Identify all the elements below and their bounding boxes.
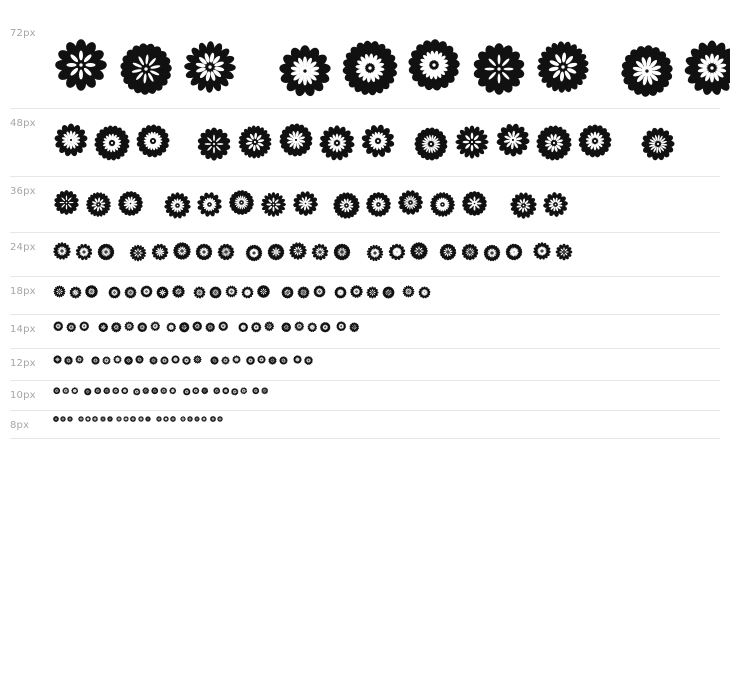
- flower-glyph: [397, 189, 424, 216]
- flower-glyph: [156, 286, 169, 299]
- flower-glyph: [78, 416, 84, 422]
- size-row: [10, 108, 720, 177]
- flower-glyph: [260, 191, 287, 218]
- size-label: 24px: [10, 242, 36, 253]
- flower-glyph: [183, 388, 191, 396]
- flower-glyph: [289, 242, 307, 260]
- flower-glyph: [137, 322, 148, 333]
- glyph-strip: [51, 314, 730, 348]
- flower-glyph: [619, 43, 675, 99]
- flower-glyph: [201, 416, 207, 422]
- flower-glyph: [112, 387, 120, 395]
- size-label: 48px: [10, 118, 36, 129]
- flower-glyph: [365, 191, 392, 218]
- flower-glyph: [149, 356, 158, 365]
- size-row: [10, 232, 720, 277]
- flower-glyph: [240, 387, 248, 395]
- size-row: [10, 176, 720, 233]
- flower-glyph: [94, 125, 130, 161]
- flower-glyph: [281, 286, 294, 299]
- flower-glyph: [281, 322, 292, 333]
- size-row: [10, 314, 720, 349]
- flower-glyph: [246, 356, 255, 365]
- flower-glyph: [91, 356, 100, 365]
- flower-glyph: [67, 416, 73, 422]
- flower-glyph: [103, 387, 111, 395]
- flower-glyph: [62, 387, 70, 395]
- flower-glyph: [92, 416, 98, 422]
- flower-glyph: [166, 322, 177, 333]
- flower-glyph: [107, 416, 113, 422]
- flower-glyph: [180, 416, 186, 422]
- size-row: [10, 410, 720, 439]
- flower-glyph: [429, 191, 456, 218]
- flower-glyph: [471, 41, 527, 97]
- flower-glyph: [98, 322, 109, 333]
- flower-glyph: [334, 286, 347, 299]
- size-row: [10, 276, 720, 315]
- flower-glyph: [151, 387, 159, 395]
- flower-glyph: [333, 192, 360, 219]
- flower-glyph: [64, 356, 73, 365]
- flower-glyph: [179, 322, 190, 333]
- flower-glyph: [294, 321, 305, 332]
- flower-glyph: [102, 356, 111, 365]
- flower-glyph: [53, 37, 109, 93]
- flower-glyph: [277, 43, 333, 99]
- flower-glyph: [79, 321, 90, 332]
- flower-glyph: [228, 189, 255, 216]
- flower-glyph: [217, 243, 235, 261]
- flower-glyph: [53, 355, 62, 364]
- flower-glyph: [201, 387, 209, 395]
- flower-glyph: [142, 387, 150, 395]
- flower-glyph: [333, 243, 351, 261]
- flower-glyph: [84, 388, 92, 396]
- size-label: 72px: [10, 28, 36, 39]
- flower-glyph: [124, 286, 137, 299]
- flower-glyph: [145, 416, 151, 422]
- flower-glyph: [210, 416, 216, 422]
- flower-glyph: [196, 191, 223, 218]
- flower-glyph: [164, 192, 191, 219]
- flower-glyph: [66, 322, 77, 333]
- flower-glyph: [245, 244, 263, 262]
- flower-glyph: [257, 285, 270, 298]
- flower-glyph: [278, 122, 314, 158]
- flower-glyph: [577, 123, 613, 159]
- size-row: [10, 380, 720, 411]
- flower-glyph: [209, 286, 222, 299]
- flower-glyph: [640, 126, 676, 162]
- glyph-strip: [51, 348, 730, 380]
- flower-glyph: [241, 286, 254, 299]
- flower-glyph: [402, 285, 415, 298]
- flower-glyph: [366, 286, 379, 299]
- flower-glyph: [118, 41, 174, 97]
- flower-glyph: [297, 286, 310, 299]
- flower-glyph: [439, 243, 457, 261]
- flower-glyph: [117, 190, 144, 217]
- flower-glyph: [193, 286, 206, 299]
- flower-glyph: [97, 243, 115, 261]
- flower-glyph: [113, 355, 122, 364]
- flower-glyph: [213, 387, 221, 395]
- flower-glyph: [53, 416, 59, 422]
- flower-glyph: [217, 416, 223, 422]
- flower-glyph: [182, 356, 191, 365]
- flower-glyph: [53, 321, 64, 332]
- flower-glyph: [251, 322, 262, 333]
- glyph-strip: [51, 410, 730, 438]
- size-label: 12px: [10, 358, 36, 369]
- flower-glyph: [684, 40, 730, 96]
- flower-glyph: [221, 356, 230, 365]
- flower-glyph: [100, 416, 106, 422]
- flower-glyph: [53, 387, 61, 395]
- size-label: 8px: [10, 420, 30, 431]
- flower-glyph: [124, 321, 135, 332]
- flower-glyph: [388, 243, 406, 261]
- flower-glyph: [304, 356, 313, 365]
- flower-glyph: [150, 321, 161, 332]
- flower-glyph: [60, 416, 66, 422]
- flower-glyph: [53, 242, 71, 260]
- glyph-strip: [51, 176, 730, 232]
- flower-glyph: [85, 416, 91, 422]
- flower-glyph: [135, 355, 144, 364]
- flower-glyph: [232, 355, 241, 364]
- flower-glyph: [116, 416, 122, 422]
- size-label: 14px: [10, 324, 36, 335]
- flower-glyph: [418, 286, 431, 299]
- flower-glyph: [313, 285, 326, 298]
- flower-glyph: [129, 244, 147, 262]
- flower-glyph: [124, 356, 133, 365]
- flower-glyph: [252, 387, 260, 395]
- flower-glyph: [151, 243, 169, 261]
- flower-glyph: [187, 416, 193, 422]
- flower-glyph: [160, 356, 169, 365]
- flower-glyph: [182, 39, 238, 95]
- flower-glyph: [193, 355, 202, 364]
- flower-glyph: [268, 356, 277, 365]
- flower-glyph: [169, 387, 177, 395]
- flower-glyph: [238, 322, 249, 333]
- flower-glyph: [85, 285, 98, 298]
- flower-glyph: [495, 122, 531, 158]
- flower-glyph: [205, 322, 216, 333]
- flower-glyph: [237, 124, 273, 160]
- flower-glyph: [360, 123, 396, 159]
- flower-glyph: [138, 416, 144, 422]
- flower-glyph: [510, 192, 537, 219]
- flower-glyph: [222, 387, 230, 395]
- flower-glyph: [413, 126, 449, 162]
- flower-glyph: [195, 243, 213, 261]
- flower-glyph: [173, 242, 191, 260]
- flower-glyph: [218, 321, 229, 332]
- flower-glyph: [170, 416, 176, 422]
- size-label: 36px: [10, 186, 36, 197]
- flower-glyph: [349, 322, 360, 333]
- flower-glyph: [382, 286, 395, 299]
- flower-glyph: [172, 285, 185, 298]
- flower-glyph: [267, 243, 285, 261]
- flower-glyph: [279, 356, 288, 365]
- flower-glyph: [505, 243, 523, 261]
- flower-glyph: [264, 321, 275, 332]
- flower-glyph: [135, 123, 171, 159]
- flower-glyph: [163, 416, 169, 422]
- glyph-strip: [51, 276, 730, 314]
- flower-glyph: [69, 286, 82, 299]
- flower-glyph: [111, 322, 122, 333]
- flower-glyph: [366, 244, 384, 262]
- flower-glyph: [536, 125, 572, 161]
- flower-glyph: [53, 189, 80, 216]
- flower-glyph: [71, 387, 79, 395]
- flower-glyph: [257, 355, 266, 364]
- flower-glyph: [483, 244, 501, 262]
- flower-glyph: [533, 242, 551, 260]
- flower-glyph: [75, 355, 84, 364]
- flower-glyph: [108, 286, 121, 299]
- flower-glyph: [292, 190, 319, 217]
- flower-glyph: [320, 322, 331, 333]
- glyph-strip: [51, 380, 730, 410]
- flower-glyph: [410, 242, 428, 260]
- flower-glyph: [53, 285, 66, 298]
- flower-glyph: [461, 190, 488, 217]
- flower-glyph: [192, 321, 203, 332]
- glyph-strip: [51, 232, 730, 276]
- flower-glyph: [85, 191, 112, 218]
- flower-glyph: [194, 416, 200, 422]
- flower-glyph: [311, 243, 329, 261]
- flower-glyph: [307, 322, 318, 333]
- flower-glyph: [196, 126, 232, 162]
- size-label: 18px: [10, 286, 36, 297]
- flower-glyph: [192, 387, 200, 395]
- flower-glyph: [231, 388, 239, 396]
- size-label: 10px: [10, 390, 36, 401]
- flower-glyph: [75, 243, 93, 261]
- flower-glyph: [555, 243, 573, 261]
- flower-glyph: [350, 285, 363, 298]
- flower-glyph: [121, 387, 129, 395]
- flower-glyph: [133, 388, 141, 396]
- flower-glyph: [342, 40, 398, 96]
- flower-glyph: [94, 387, 102, 395]
- flower-glyph: [123, 416, 129, 422]
- flower-glyph: [140, 285, 153, 298]
- flower-glyph: [171, 355, 180, 364]
- flower-glyph: [156, 416, 162, 422]
- flower-glyph: [53, 122, 89, 158]
- flower-glyph: [461, 243, 479, 261]
- glyph-strip: [51, 10, 730, 108]
- size-row: [10, 10, 720, 109]
- flower-glyph: [535, 39, 591, 95]
- flower-glyph: [160, 387, 168, 395]
- flower-glyph: [225, 285, 238, 298]
- flower-glyph: [261, 387, 269, 395]
- flower-glyph: [336, 321, 347, 332]
- flower-glyph: [130, 416, 136, 422]
- glyph-strip: [51, 108, 730, 176]
- flower-glyph: [406, 37, 462, 93]
- flower-glyph: [319, 125, 355, 161]
- size-row: [10, 348, 720, 381]
- flower-glyph: [542, 191, 569, 218]
- flower-glyph: [210, 356, 219, 365]
- flower-glyph: [454, 124, 490, 160]
- flower-glyph: [293, 355, 302, 364]
